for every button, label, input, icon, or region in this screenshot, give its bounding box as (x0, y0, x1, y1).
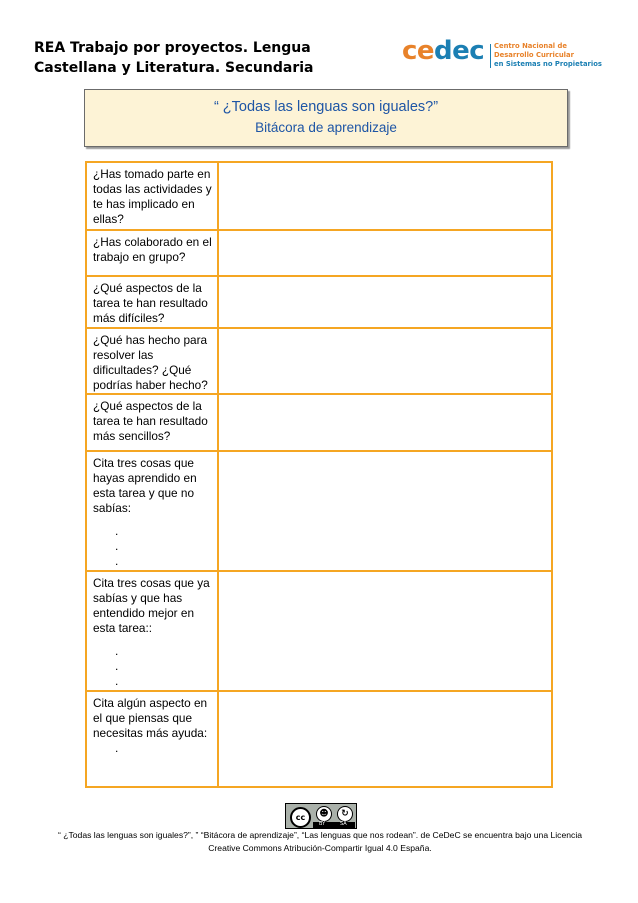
bullet-point: . (115, 524, 119, 538)
question-cell (86, 328, 218, 394)
bullet-list (115, 741, 213, 756)
answer-cell[interactable] (218, 451, 552, 571)
bullet-point: . (115, 554, 119, 568)
answer-cell[interactable] (218, 276, 552, 328)
reflection-table (85, 161, 553, 788)
question-text: ¿Qué aspectos de la tarea te han resultado más sencillos? (93, 399, 208, 443)
header-title-line2: Castellana y Literatura. Secundaria (34, 60, 314, 76)
attribution-icon: ☻ (316, 806, 332, 822)
question-text: Cita algún aspecto en el que piensas que necesitas más ayuda: (93, 696, 208, 740)
share-alike-icon: ↻ (337, 806, 353, 822)
table-row (86, 394, 552, 451)
question-text: ¿Qué has hecho para resolver las dificultades? ¿Qué podrías haber hecho? (93, 333, 208, 392)
table-row (86, 571, 552, 691)
question-cell (86, 451, 218, 571)
license-text-line1: “ ¿Todas las lenguas son iguales?”, ” “Bitácora de aprendizaje”, “Las lenguas que nos rodean”. de CeDeC se encuentra bajo una Licencia (57, 830, 583, 840)
logo-caption-line3: en Sistemas no Propietarios (494, 60, 602, 68)
table-row (86, 451, 552, 571)
cc-icon: cc (290, 807, 311, 828)
cc-sa-label: SA (340, 821, 347, 827)
table-row (86, 328, 552, 394)
page-title: “ ¿Todas las lenguas son iguales?” (213, 99, 439, 115)
bullet-point: . (115, 539, 119, 553)
question-text: Cita tres cosas que hayas aprendido en esta tarea y que no sabías: (93, 456, 197, 515)
question-text: Cita tres cosas que ya sabías y que has entendido mejor en esta tarea:: (93, 576, 210, 635)
page-subtitle: Bitácora de aprendizaje (255, 120, 397, 135)
table-row (86, 276, 552, 328)
question-cell (86, 571, 218, 691)
title-box (84, 89, 568, 147)
question-cell (86, 394, 218, 451)
question-cell (86, 162, 218, 230)
logo-word-blue: dec (434, 36, 485, 66)
question-text: ¿Has tomado parte en todas las actividades y te has implicado en ellas? (93, 167, 212, 226)
logo-caption-line2: Desarrollo Curricular (494, 51, 574, 59)
logo-word-orange: ce (402, 36, 435, 66)
answer-cell[interactable] (218, 230, 552, 276)
cc-license-badge[interactable] (285, 803, 357, 829)
logo-separator (490, 44, 491, 68)
question-text: ¿Has colaborado en el trabajo en grupo? (93, 235, 212, 264)
logo-caption-line1: Centro Nacional de (494, 42, 567, 50)
document-header-title (34, 38, 324, 78)
table-row (86, 162, 552, 230)
logo-caption (494, 42, 604, 69)
license-footer (40, 829, 600, 855)
cc-badge-bar (313, 822, 355, 828)
logo-wordmark (402, 36, 484, 66)
question-text: ¿Qué aspectos de la tarea te han resultado más difíciles? (93, 281, 208, 325)
cc-by-label: BY (319, 821, 326, 827)
bullet-list (115, 524, 213, 569)
question-cell (86, 276, 218, 328)
answer-cell[interactable] (218, 691, 552, 787)
bullet-point: . (115, 674, 119, 688)
question-cell (86, 230, 218, 276)
bullet-point: . (115, 659, 119, 673)
answer-cell[interactable] (218, 571, 552, 691)
question-cell (86, 691, 218, 787)
answer-cell[interactable] (218, 394, 552, 451)
answer-cell[interactable] (218, 328, 552, 394)
table-row (86, 691, 552, 787)
bullet-point: . (115, 644, 119, 658)
bullet-point: . (115, 741, 119, 755)
bullet-list (115, 644, 213, 689)
answer-cell[interactable] (218, 162, 552, 230)
header-title-line1: REA Trabajo por proyectos. Lengua (34, 40, 311, 56)
license-text-line2: Creative Commons Atribución-Compartir Igual 4.0 España. (208, 843, 432, 853)
table-row (86, 230, 552, 276)
